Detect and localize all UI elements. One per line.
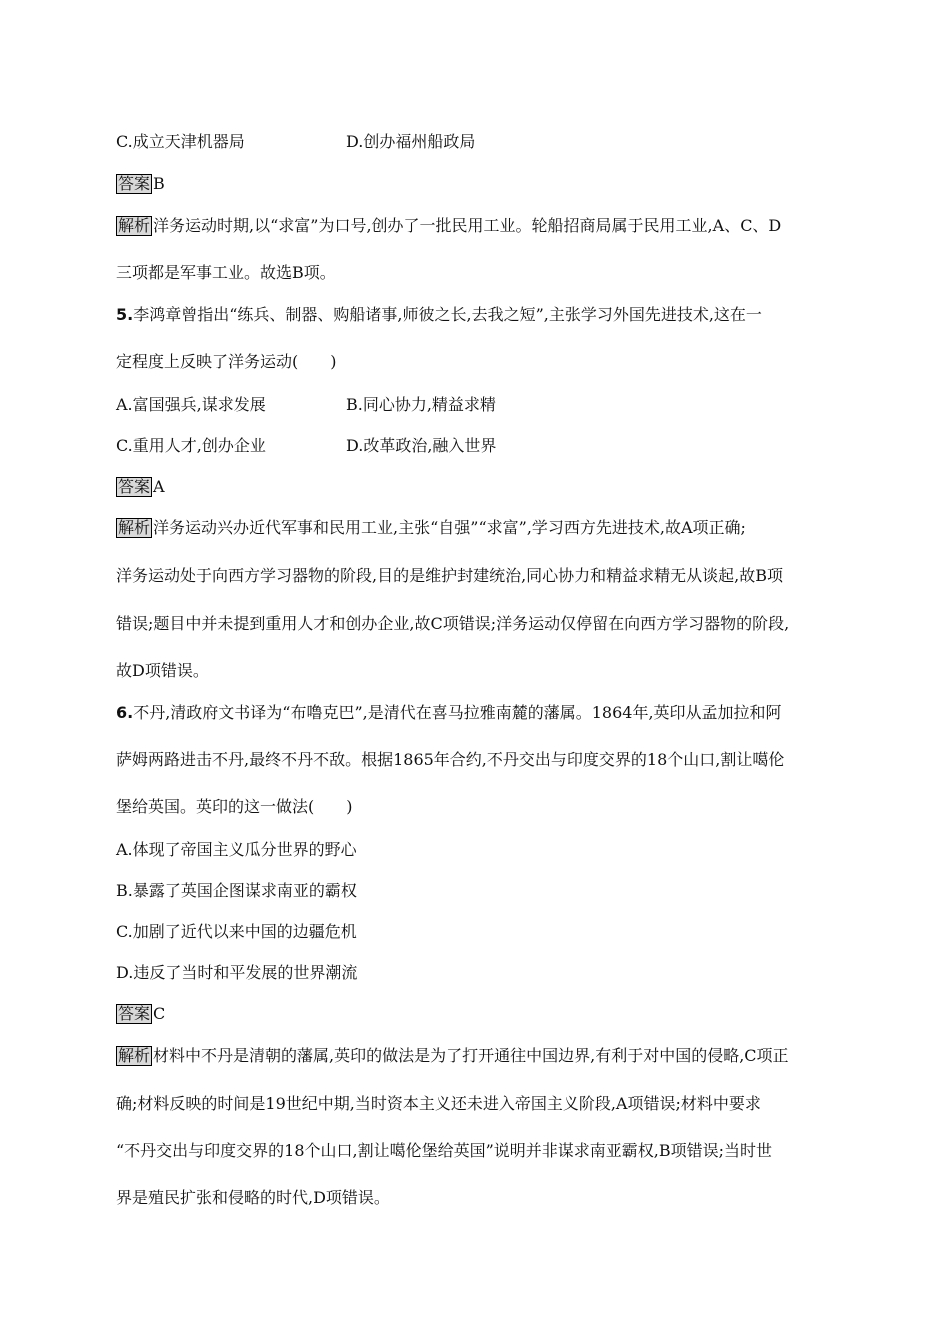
q6-answer (116, 1004, 165, 1024)
q5-option-c: C.重用人才,创办企业 (116, 436, 266, 455)
q5-stem-line-2: 定程度上反映了洋务运动( ) (116, 352, 337, 371)
q5-analysis-line-1 (116, 518, 746, 538)
q5-option-b: B.同心协力,精益求精 (346, 395, 496, 414)
analysis-tag: 解析 (118, 1046, 151, 1065)
q5-answer (116, 477, 165, 497)
q6-analysis-line-2: 确;材料反映的时间是19世纪中期,当时资本主义还未进入帝国主义阶段,A项错误;材料中要求 (116, 1094, 761, 1113)
question-number: 5. (116, 305, 134, 324)
answer-tag: 答案 (118, 1004, 151, 1023)
q4-analysis-line-1 (116, 216, 781, 236)
question-number: 6. (116, 703, 134, 722)
q5-option-d: D.改革政治,融入世界 (346, 436, 497, 455)
q4-answer (116, 174, 165, 194)
q6-option-a: A.体现了帝国主义瓜分世界的野心 (116, 840, 357, 859)
q6-stem-line-3: 堡给英国。英印的这一做法( ) (116, 797, 353, 816)
stem-text: 不丹,清政府文书译为“布噜克巴”,是清代在喜马拉雅南麓的藩属。1864年,英印从孟加拉和阿 (133, 703, 782, 722)
q5-analysis-line-2: 洋务运动处于向西方学习器物的阶段,目的是维护封建统治,同心协力和精益求精无从谈起,故B项 (116, 566, 784, 585)
q4-analysis-line-2: 三项都是军事工业。故选B项。 (116, 263, 336, 282)
q6-option-c: C.加剧了近代以来中国的边疆危机 (116, 922, 357, 941)
stem-text: 李鸿章曾指出“练兵、制器、购船诸事,师彼之长,去我之短”,主张学习外国先进技术,这在一 (133, 305, 762, 324)
analysis-text: 洋务运动兴办近代军事和民用工业,主张“自强”“求富”,学习西方先进技术,故A项正确; (153, 518, 746, 537)
analysis-tag: 解析 (118, 518, 151, 537)
q6-analysis-line-3: “不丹交出与印度交界的18个山口,割让噶伦堡给英国”说明并非谋求南亚霸权,B项错误;当时世 (116, 1141, 773, 1160)
answer-value: C (153, 1004, 166, 1023)
q6-option-b: B.暴露了英国企图谋求南亚的霸权 (116, 881, 357, 900)
q6-stem-line-1 (116, 703, 782, 723)
q6-option-d: D.违反了当时和平发展的世界潮流 (116, 963, 358, 982)
q4-option-c: C.成立天津机器局 (116, 132, 245, 151)
analysis-text: 洋务运动时期,以“求富”为口号,创办了一批民用工业。轮船招商局属于民用工业,A、C、D (153, 216, 782, 235)
q6-analysis-line-4: 界是殖民扩张和侵略的时代,D项错误。 (116, 1188, 390, 1207)
answer-value: A (153, 477, 165, 496)
q6-analysis-line-1 (116, 1046, 789, 1066)
answer-tag: 答案 (118, 174, 151, 193)
q5-stem-line-1 (116, 305, 762, 325)
analysis-text: 材料中不丹是清朝的藩属,英印的做法是为了打开通往中国边界,有利于对中国的侵略,C项正 (153, 1046, 789, 1065)
q5-analysis-line-4: 故D项错误。 (116, 661, 209, 680)
answer-tag: 答案 (118, 477, 151, 496)
q5-option-a: A.富国强兵,谋求发展 (116, 395, 266, 414)
q6-stem-line-2: 萨姆两路进击不丹,最终不丹不敌。根据1865年合约,不丹交出与印度交界的18个山口,割让噶伦 (116, 750, 785, 769)
q4-option-d: D.创办福州船政局 (346, 132, 476, 151)
answer-value: B (153, 174, 165, 193)
analysis-tag: 解析 (118, 216, 151, 235)
q5-analysis-line-3: 错误;题目中并未提到重用人才和创办企业,故C项错误;洋务运动仅停留在向西方学习器物的阶段, (116, 614, 790, 633)
